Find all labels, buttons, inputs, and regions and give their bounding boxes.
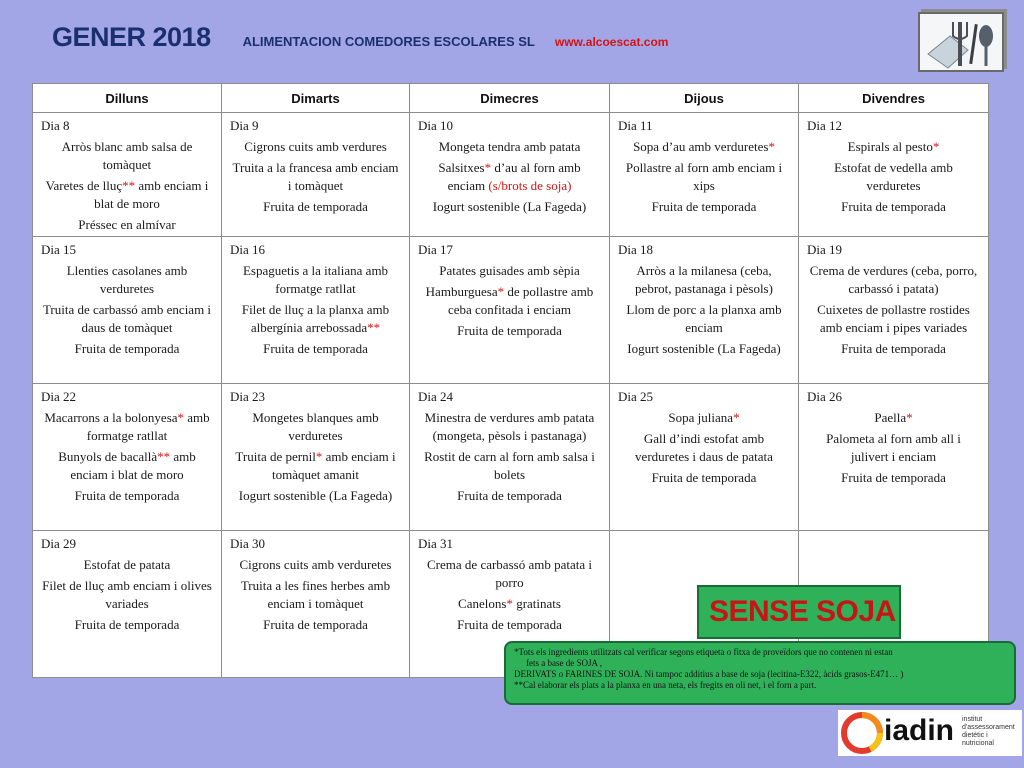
dish-item	[41, 301, 213, 337]
dish-text: Espaguetis a la italiana amb formatge ratllat	[242, 263, 389, 296]
dish-text: Fruita de temporada	[457, 323, 562, 338]
dish-text: Truita de pernil	[235, 449, 316, 464]
allergen-mark: *	[497, 284, 505, 299]
iadin-logo	[838, 710, 1022, 756]
company-name: ALIMENTACION COMEDORES ESCOLARES SL	[242, 34, 535, 49]
dish-item	[618, 159, 790, 195]
dish-text: Minestra de verdures amb patata (mongeta, pèsols i pastanaga)	[424, 410, 595, 443]
allergen-mark: **	[157, 449, 171, 464]
dish-text: Fruita de temporada	[651, 199, 757, 214]
dish-text: Mongeta tendra amb patata	[438, 139, 581, 154]
day-cell	[799, 237, 989, 384]
day-label: Dia 18	[618, 242, 654, 257]
dish-item	[807, 262, 980, 298]
day-cell	[610, 113, 799, 237]
website-link[interactable]: www.alcoescat.com	[554, 35, 669, 49]
dish-text: Fruita de temporada	[841, 470, 946, 485]
day-label: Dia 26	[807, 389, 843, 404]
day-cell	[410, 113, 610, 237]
dish-item	[618, 430, 790, 466]
dish-item	[618, 138, 790, 156]
day-label: Dia 9	[230, 118, 259, 133]
dish-item	[807, 340, 980, 358]
dish-text: amb enciam i blat de moro	[70, 449, 196, 482]
week-row	[33, 237, 989, 384]
dish-item	[807, 430, 980, 466]
dish-item	[230, 159, 401, 195]
cutlery-icon	[920, 14, 1002, 70]
dish-text: Llenties casolanes amb verduretes	[66, 263, 188, 296]
day-cell	[33, 237, 222, 384]
dish-item	[807, 138, 980, 156]
dish-item	[230, 556, 401, 574]
dish-item	[418, 409, 601, 445]
dish-item	[230, 448, 401, 484]
allergen-note	[504, 641, 1016, 705]
day-label: Dia 11	[618, 118, 653, 133]
allergen-mark: *	[177, 410, 185, 425]
dish-text: Palometa al forn amb all i julivert i enciam	[826, 431, 961, 464]
dish-item	[230, 262, 401, 298]
dish-item	[41, 448, 213, 484]
dish-text: Arròs a la milanesa (ceba, pebrot, pastanaga i pèsols)	[635, 263, 773, 296]
weekday-header: Dilluns	[33, 84, 222, 113]
dish-text: Fruita de temporada	[74, 341, 180, 356]
dish-text: Mongetes blanques amb verduretes	[252, 410, 379, 443]
weekday-header: Dimecres	[410, 84, 610, 113]
day-label: Dia 29	[41, 536, 77, 551]
dish-item	[418, 262, 601, 280]
allergen-mark: *	[768, 139, 775, 154]
allergen-mark: **	[122, 178, 136, 193]
dish-text: Cigrons cuits amb verdures	[244, 139, 387, 154]
dish-text: Espirals al pesto	[847, 139, 933, 154]
day-label: Dia 31	[418, 536, 454, 551]
allergen-mark: *	[506, 596, 513, 611]
dish-text: de pollastre amb ceba confitada i enciam	[447, 284, 594, 317]
dish-text: Fruita de temporada	[457, 617, 562, 632]
day-label: Dia 22	[41, 389, 77, 404]
dish-item	[41, 340, 213, 358]
dish-item	[418, 616, 601, 634]
dish-text: Fruita de temporada	[263, 199, 368, 214]
dish-text: Truita a la francesa amb enciam i tomàquet	[232, 160, 399, 193]
weekday-header: Divendres	[799, 84, 989, 113]
dish-text: Pollastre al forn amb enciam i xips	[625, 160, 783, 193]
dish-item	[418, 448, 601, 484]
note-line: fets a base de SOJA ,	[526, 658, 602, 668]
cutlery-logo	[918, 12, 1004, 72]
dish-item	[418, 198, 601, 216]
allergen-mark: *	[484, 160, 492, 175]
weekday-header: Dijous	[610, 84, 799, 113]
dish-item	[41, 556, 213, 574]
dish-text: Sopa juliana	[668, 410, 734, 425]
dish-text: Cigrons cuits amb verduretes	[239, 557, 392, 572]
dish-item	[230, 616, 401, 634]
weekday-header: Dimarts	[222, 84, 410, 113]
day-label: Dia 30	[230, 536, 266, 551]
dish-item	[230, 138, 401, 156]
dish-text: Arròs blanc amb salsa de tomàquet	[61, 139, 193, 172]
day-cell	[222, 237, 410, 384]
dish-item	[807, 301, 980, 337]
dish-text: Filet de lluç a la planxa amb albergínia arrebossada	[241, 302, 390, 335]
dish-text: gratinats	[512, 596, 561, 611]
dish-item	[41, 409, 213, 445]
allergen-mark: *	[733, 410, 740, 425]
allergen-mark: *	[932, 139, 940, 154]
dish-item	[41, 262, 213, 298]
dish-text: Truita a les fines herbes amb enciam i tomàquet	[240, 578, 391, 611]
dish-item	[418, 322, 601, 340]
dish-text: Varetes de lluç	[45, 178, 123, 193]
day-label: Dia 15	[41, 242, 77, 257]
day-label: Dia 8	[41, 118, 70, 133]
day-cell	[33, 384, 222, 531]
iadin-swirl-icon	[840, 711, 884, 755]
dish-text: Truita de carbassó amb enciam i daus de tomàquet	[42, 302, 212, 335]
dish-item	[230, 340, 401, 358]
week-row	[33, 113, 989, 237]
dish-text: Llom de porc a la planxa amb enciam	[626, 302, 782, 335]
day-cell	[33, 531, 222, 678]
dish-item	[807, 159, 980, 195]
dish-text: Fruita de temporada	[841, 341, 946, 356]
dish-text: Paella	[874, 410, 907, 425]
dish-text: Fruita de temporada	[263, 617, 368, 632]
dish-item	[618, 301, 790, 337]
day-cell	[222, 384, 410, 531]
dish-item	[230, 198, 401, 216]
day-cell	[410, 384, 610, 531]
dish-text: Crema de carbassó amb patata i porro	[427, 557, 592, 590]
dish-text: Fruita de temporada	[457, 488, 562, 503]
day-label: Dia 12	[807, 118, 843, 133]
dish-item	[418, 283, 601, 319]
day-label: Dia 10	[418, 118, 454, 133]
dish-text: Fruita de temporada	[263, 341, 368, 356]
dish-text: Estofat de patata	[83, 557, 171, 572]
note-line: *Tots els ingredients utilitzats cal verificar segons etiqueta o fitxa de proveïdors que no contenen ni estan	[514, 647, 893, 657]
dish-item	[41, 177, 213, 213]
day-cell	[410, 237, 610, 384]
dish-text: Crema de verdures (ceba, porro, carbassó i patata)	[809, 263, 978, 296]
dish-text: Gall d’indi estofat amb verduretes i daus de patata	[635, 431, 773, 464]
day-cell	[610, 237, 799, 384]
iadin-tagline: institut d'assessorament dietètic i nutricional	[962, 716, 1015, 747]
day-label: Dia 16	[230, 242, 266, 257]
no-soy-badge	[697, 585, 901, 639]
day-cell	[799, 113, 989, 237]
dish-item	[807, 469, 980, 487]
day-cell	[33, 113, 222, 237]
dish-text: Iogurt sostenible (La Fageda)	[432, 199, 587, 214]
dish-text: Canelons	[458, 596, 507, 611]
dish-item	[230, 301, 401, 337]
dish-text: Cuixetes de pollastre rostides amb enciam i pipes variades	[817, 302, 970, 335]
dish-item	[418, 138, 601, 156]
dish-text: Fruita de temporada	[74, 488, 180, 503]
day-cell	[222, 531, 410, 678]
dish-item	[41, 216, 213, 234]
day-label: Dia 17	[418, 242, 454, 257]
day-label: Dia 25	[618, 389, 654, 404]
day-label: Dia 19	[807, 242, 843, 257]
dish-item	[618, 198, 790, 216]
dish-text: Iogurt sostenible (La Fageda)	[238, 488, 393, 503]
dish-item	[230, 487, 401, 505]
dish-item	[41, 138, 213, 174]
dish-text: amb formatge ratllat	[86, 410, 210, 443]
allergen-mark: *	[906, 410, 913, 425]
dish-item	[418, 556, 601, 592]
dish-item	[807, 198, 980, 216]
dish-text: Fruita de temporada	[841, 199, 946, 214]
dish-text: Hamburguesa	[425, 284, 498, 299]
dish-item	[41, 487, 213, 505]
note-line: **Cal elaborar els plats a la planxa en una neta, els fregits en oli net, i el forn a part.	[514, 680, 817, 690]
day-cell	[222, 113, 410, 237]
page-title: GENER 2018	[52, 22, 211, 52]
allergen-mark: *	[315, 449, 323, 464]
page-header	[52, 22, 668, 62]
dish-text: d’au al forn amb enciam	[447, 160, 581, 193]
weekday-header-row	[33, 84, 989, 113]
dish-text: Estofat de vedella amb verduretes	[834, 160, 953, 193]
dish-text: Fruita de temporada	[74, 617, 180, 632]
dish-item	[418, 595, 601, 613]
dish-item	[41, 577, 213, 613]
day-label: Dia 24	[418, 389, 454, 404]
dish-item	[230, 409, 401, 445]
dish-item	[418, 487, 601, 505]
dish-item	[807, 409, 980, 427]
dish-text: Filet de lluç amb enciam i olives variades	[42, 578, 212, 611]
dish-text: Fruita de temporada	[651, 470, 757, 485]
day-cell	[610, 384, 799, 531]
dish-item	[230, 577, 401, 613]
dish-text: Sopa d’au amb verduretes	[633, 139, 769, 154]
dish-text: Macarrons a la bolonyesa	[44, 410, 178, 425]
dish-text: amb enciam i blat de moro	[94, 178, 209, 211]
dish-text: Bunyols de bacallà	[58, 449, 158, 464]
dish-text: Rostit de carn al forn amb salsa i bolets	[424, 449, 595, 482]
no-soy-label: SENSE SOJA	[709, 595, 896, 628]
iadin-brand: iadin	[884, 714, 955, 747]
allergen-mark: **	[367, 320, 381, 335]
day-cell	[799, 384, 989, 531]
dish-item	[618, 469, 790, 487]
dish-item	[618, 340, 790, 358]
week-row	[33, 384, 989, 531]
dish-item	[618, 409, 790, 427]
day-label: Dia 23	[230, 389, 266, 404]
dish-text: Iogurt sostenible (La Fageda)	[627, 341, 781, 356]
dish-text: Salsitxes	[438, 160, 485, 175]
dish-item	[418, 159, 601, 195]
dish-text: Patates guisades amb sèpia	[439, 263, 580, 278]
dish-text: Préssec en almívar	[78, 217, 176, 232]
dish-item	[618, 262, 790, 298]
dish-item	[41, 616, 213, 634]
note-line: DERIVATS o FARINES DE SOJA. Ni tampoc additius a base de soja (lecitina-E322, àcids grasos-E471… )	[514, 669, 904, 679]
soy-note: (s/brots de soja)	[488, 178, 572, 193]
dish-text: amb enciam i tomàquet amanit	[271, 449, 396, 482]
